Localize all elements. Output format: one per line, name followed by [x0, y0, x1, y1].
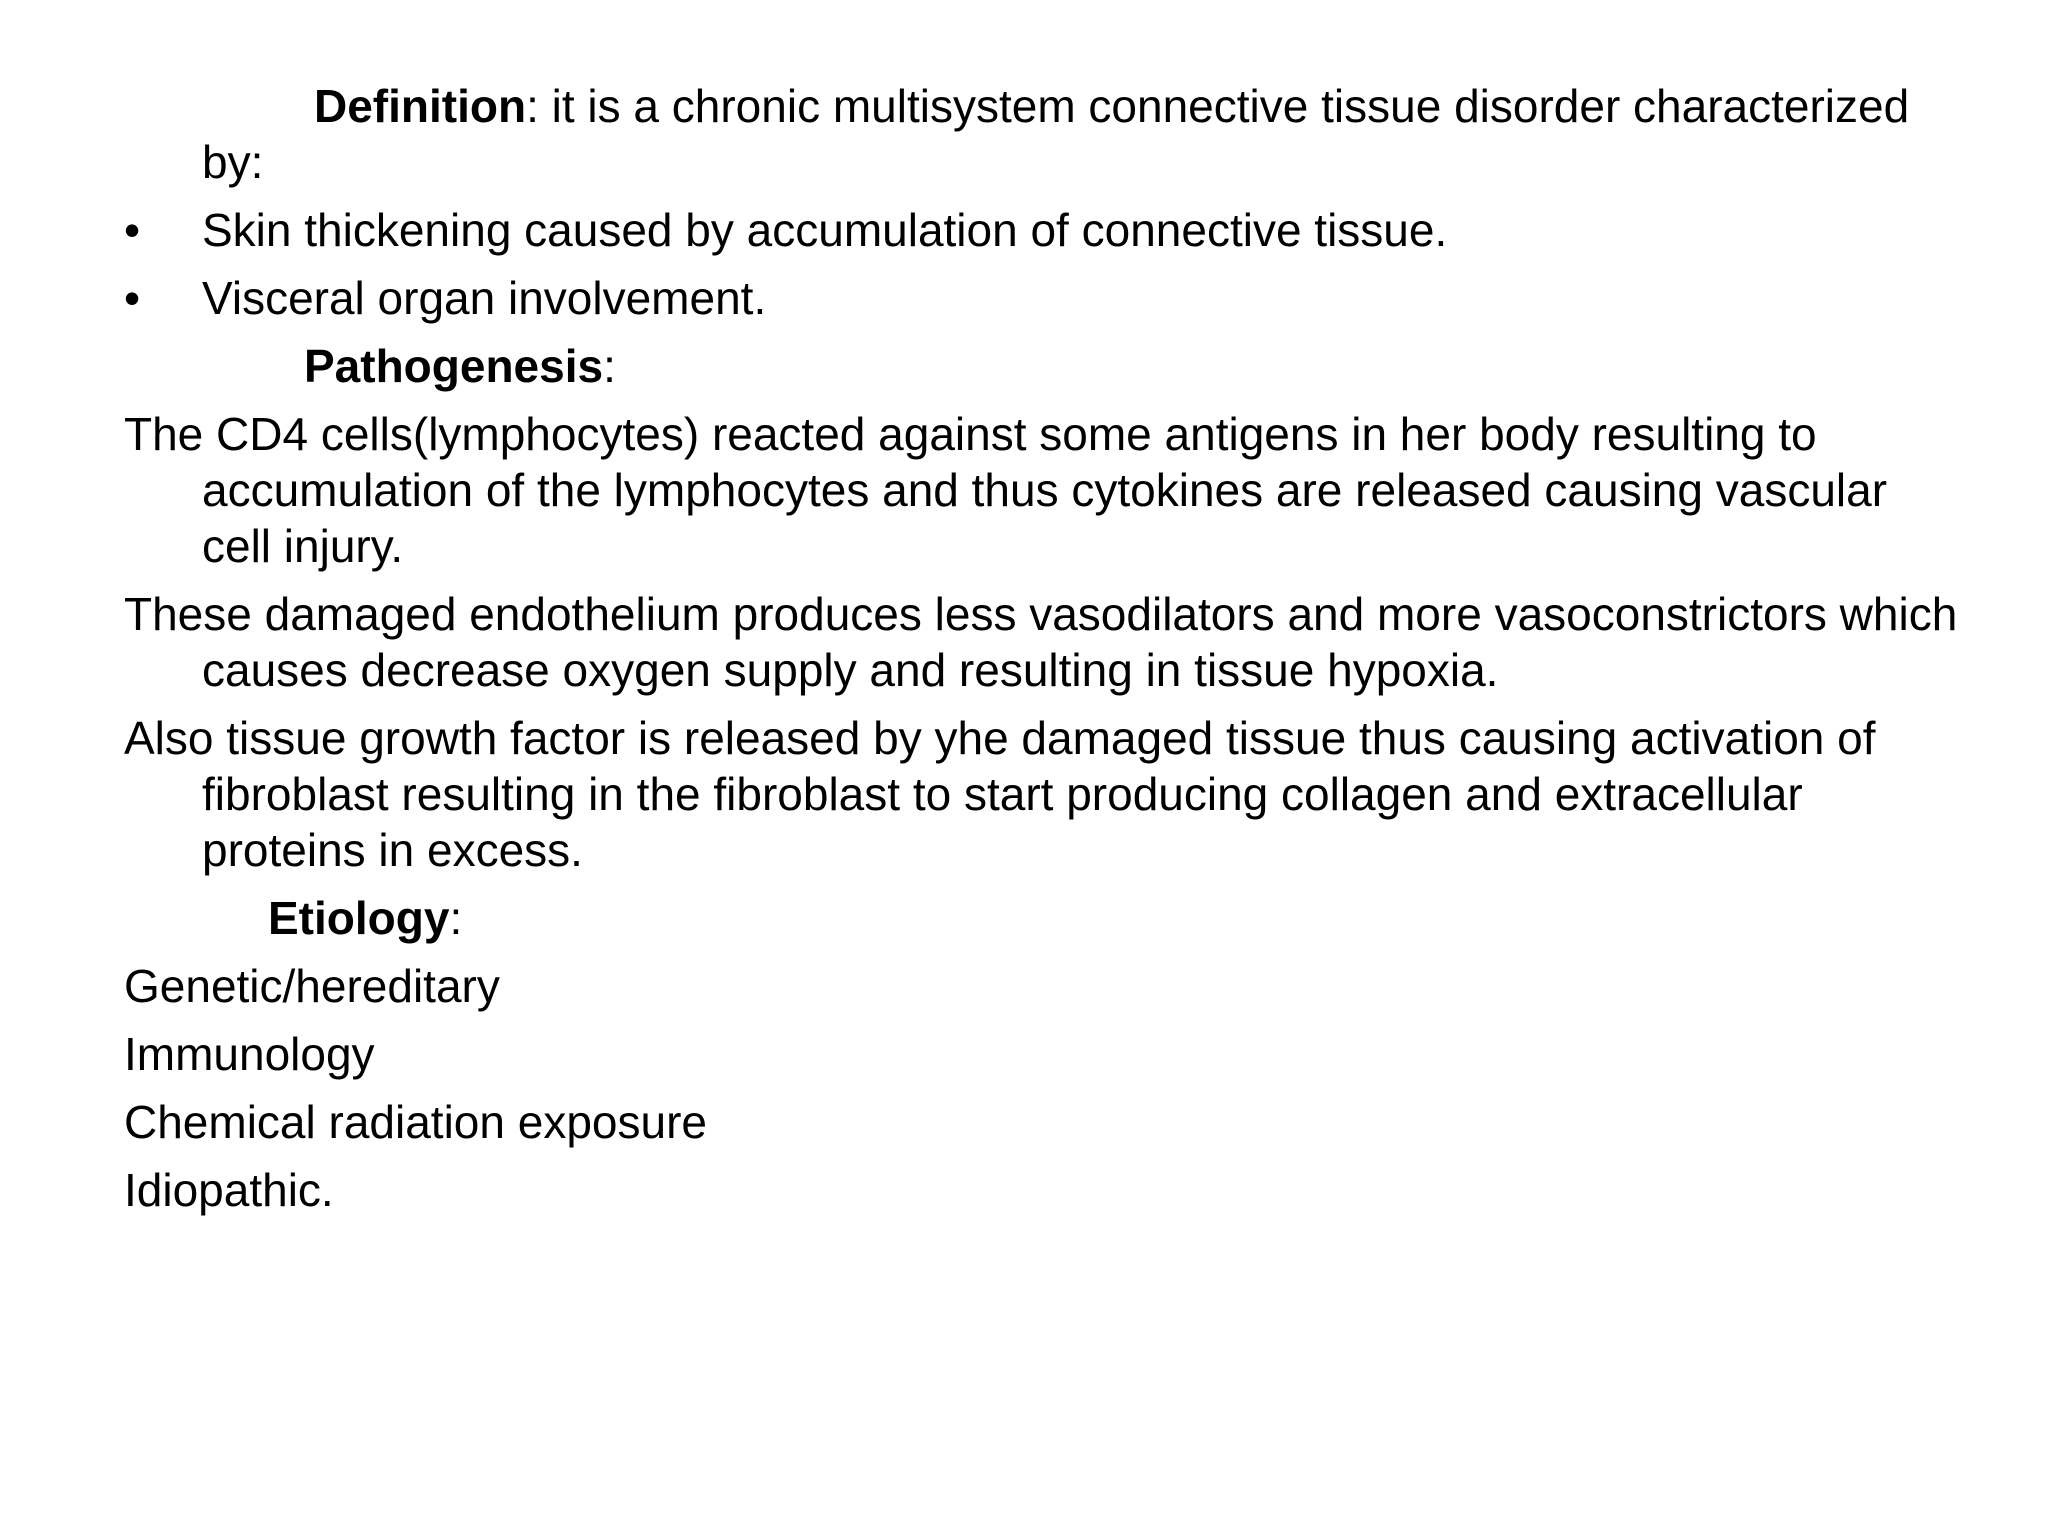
- pathogenesis-colon: :: [603, 340, 616, 392]
- etiology-heading: [124, 890, 1964, 946]
- bullet-text: Skin thickening caused by accumulation of connective tissue.: [202, 204, 1448, 256]
- etiology-item: Chemical radiation exposure: [124, 1096, 707, 1148]
- bullet-item: [124, 270, 1964, 326]
- etiology-item: Idiopathic.: [124, 1164, 334, 1216]
- definition-text: it is a chronic multisystem connective tissue disorder characterized by:: [202, 80, 1910, 188]
- definition-label: Definition: [314, 80, 527, 132]
- slide-content: [124, 78, 1964, 1230]
- etiology-label: Etiology: [268, 892, 450, 944]
- definition-colon: :: [526, 80, 539, 132]
- bullet-icon: •: [124, 272, 141, 324]
- etiology-colon: :: [449, 892, 463, 944]
- bullet-icon: •: [124, 204, 141, 256]
- pathogenesis-paragraph: The CD4 cells(lymphocytes) reacted against some antigens in her body resulting to accumulation of the lymphocytes and thus cytokines are released causing vascular cell injury.: [124, 408, 1888, 572]
- etiology-item: Immunology: [124, 1028, 375, 1080]
- pathogenesis-paragraph: These damaged endothelium produces less vasodilators and more vasoconstrictors which causes decrease oxygen supply and resulting in tissue hypoxia.: [124, 588, 1958, 696]
- definition-paragraph: [124, 78, 1964, 190]
- pathogenesis-label: Pathogenesis: [304, 340, 604, 392]
- bullet-text: Visceral organ involvement.: [202, 272, 767, 324]
- etiology-item: Genetic/hereditary: [124, 960, 500, 1012]
- pathogenesis-heading: [124, 338, 1964, 394]
- bullet-item: [124, 202, 1964, 258]
- pathogenesis-paragraph: Also tissue growth factor is released by yhe damaged tissue thus causing activation of fibroblast resulting in the fibroblast to start producing collagen and extracellular proteins in excess.: [124, 712, 1876, 876]
